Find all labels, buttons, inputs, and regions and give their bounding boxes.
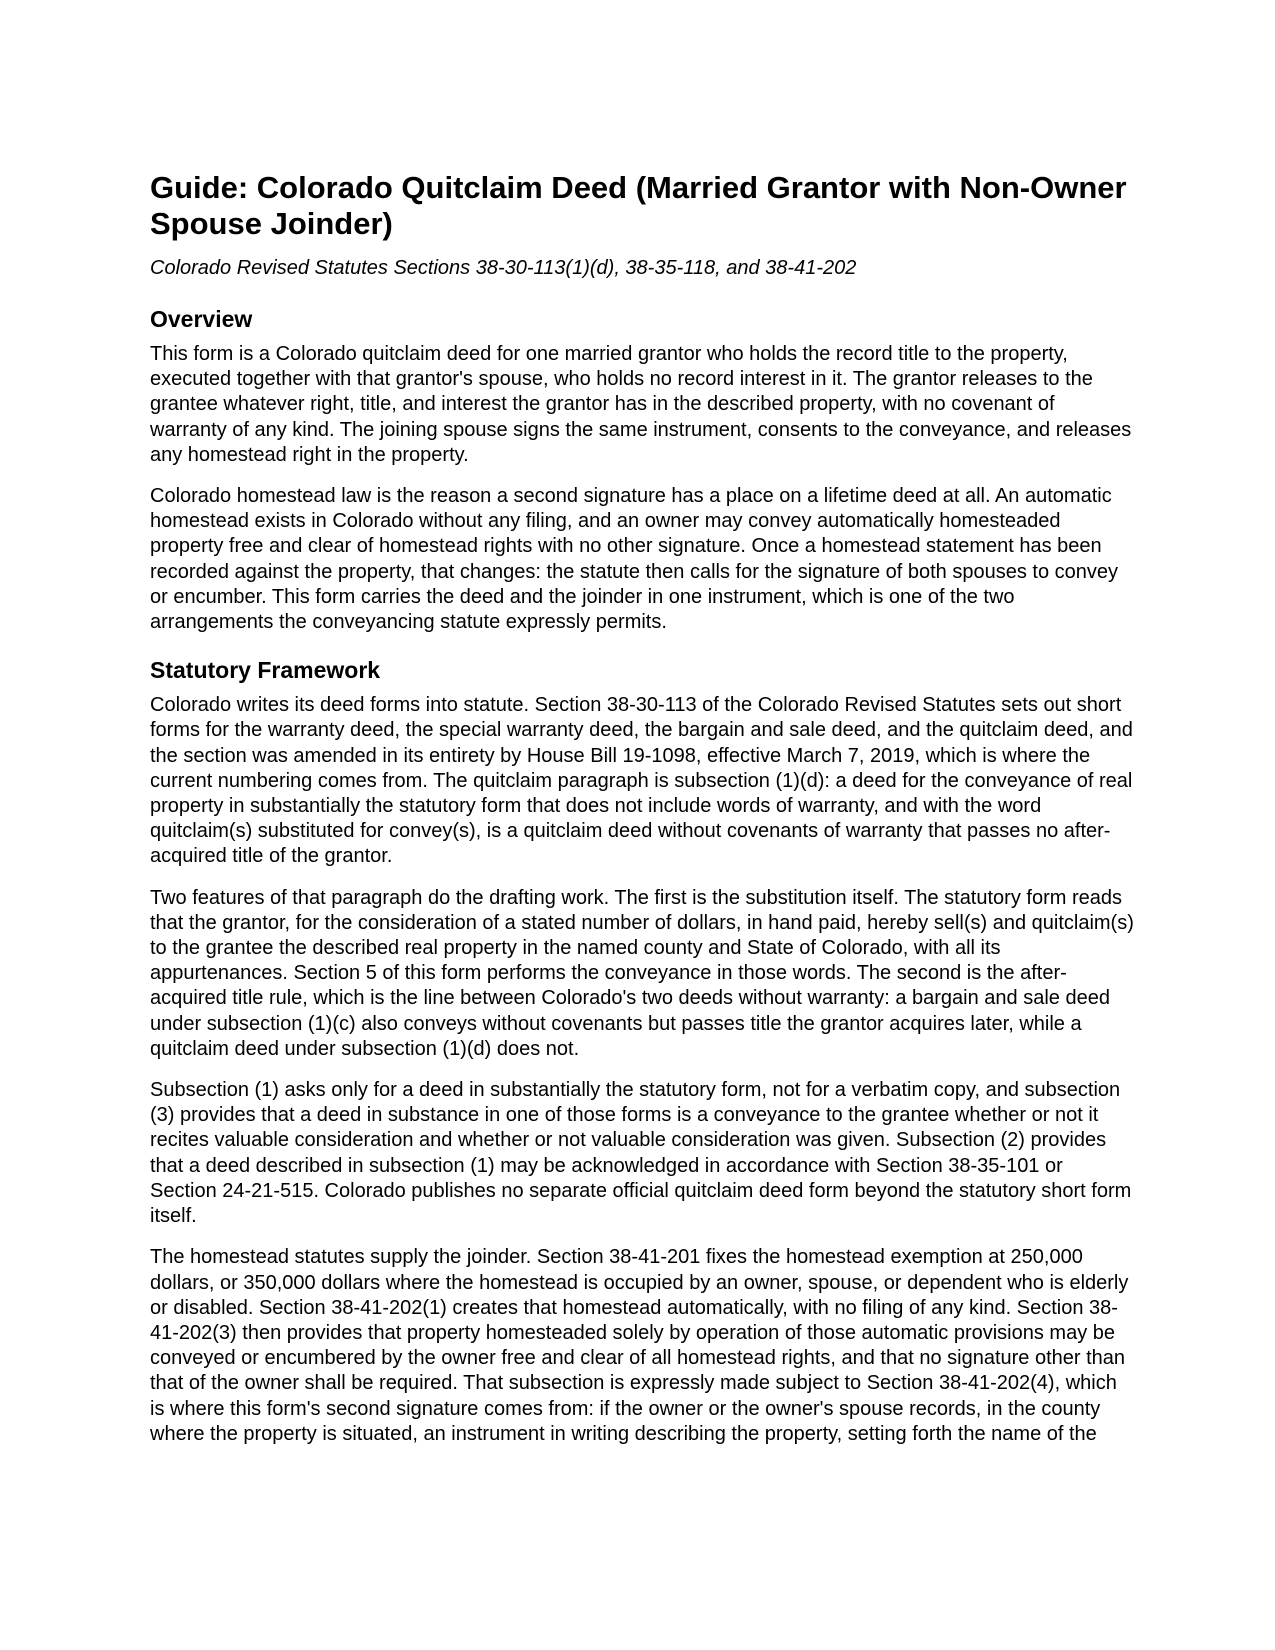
paragraph: Colorado homestead law is the reason a second signature has a place on a lifetime deed at all. An automatic homestead exists in Colorado without any filing, and an owner may convey automatically homesteaded property free and clear of homestead rights with no other signature. Once a homestead statement has been recorded against the property, that changes: the statute then calls for the signature of both spouses to convey or encumber. This form carries the deed and the joinder in one instrument, which is one of the two arrangements the conveyancing statute expressly permits. [150,485,1119,634]
page-title: Guide: Colorado Quitclaim Deed (Married Grantor with Non-Owner Spouse Joinder) [150,170,1127,241]
paragraph: This form is a Colorado quitclaim deed for one married grantor who holds the record title to the property, executed together with that grantor's spouse, who holds no record interest in it. The grantor releases to the grantee whatever right, title, and interest the grantor has in the described property, with no covenant of warranty of any kind. The joining spouse signs the same instrument, consents to the conveyance, and releases any homestead right in the property. [150,343,1132,466]
statute-citation-subtitle: Colorado Revised Statutes Sections 38-30-113(1)(d), 38-35-118, and 38-41-202 [150,257,857,279]
section-heading: Statutory Framework [150,657,381,684]
section-statutory-framework [150,655,1135,1447]
paragraph: Subsection (1) asks only for a deed in substantially the statutory form, not for a verbatim copy, and subsection (3) provides that a deed in substance in one of those forms is a conveyance to the grantee whether or not it recites valuable consideration and whether or not valuable consideration was given. Subsection (2) provides that a deed described in subsection (1) may be acknowledged in accordance with Section 38-35-101 or Section 24-21-515. Colorado publishes no separate official quitclaim deed form beyond the statutory short form itself. [150,1079,1132,1228]
paragraph: Colorado writes its deed forms into statute. Section 38-30-113 of the Colorado Revised Statutes sets out short forms for the warranty deed, the special warranty deed, the bargain and sale deed, and the quitclaim deed, and the section was amended in its entirety by House Bill 19-1098, effective March 7, 2019, which is where the current numbering comes from. The quitclaim paragraph is subsection (1)(d): a deed for the conveyance of real property in substantially the statutory form that does not include words of warranty, and with the word quitclaim(s) substituted for convey(s), is a quitclaim deed without covenants of warranty that passes no after-acquired title of the grantor. [150,694,1133,868]
paragraph: Two features of that paragraph do the drafting work. The first is the substitution itself. The statutory form reads that the grantor, for the consideration of a stated number of dollars, in hand paid, hereby sell(s) and quitclaim(s) to the grantee the described real property in the named county and State of Colorado, with all its appurtenances. Section 5 of this form performs the conveyance in those words. The second is the after-acquired title rule, which is the line between Colorado's two deeds without warranty: a bargain and sale deed under subsection (1)(c) also conveys without covenants but passes title the grantor acquires later, while a quitclaim deed under subsection (1)(d) does not. [150,886,1134,1060]
document-page [150,170,1135,1463]
paragraph: The homestead statutes supply the joinder. Section 38-41-201 fixes the homestead exemption at 250,000 dollars, or 350,000 dollars where the homestead is occupied by an owner, spouse, or dependent who is elderly or disabled. Section 38-41-202(1) creates that homestead automatically, with no filing of any kind. Section 38-41-202(3) then provides that property homesteaded solely by operation of those automatic provisions may be conveyed or encumbered by the owner free and clear of all homestead rights, and that no signature other than that of the owner shall be required. That subsection is expressly made subject to Section 38-41-202(4), which is where this form's second signature comes from: if the owner or the owner's spouse records, in the county where the property is situated, an instrument in writing describing the property, setting forth the name of the [150,1246,1129,1445]
section-overview [150,304,1135,635]
section-heading: Overview [150,306,253,332]
